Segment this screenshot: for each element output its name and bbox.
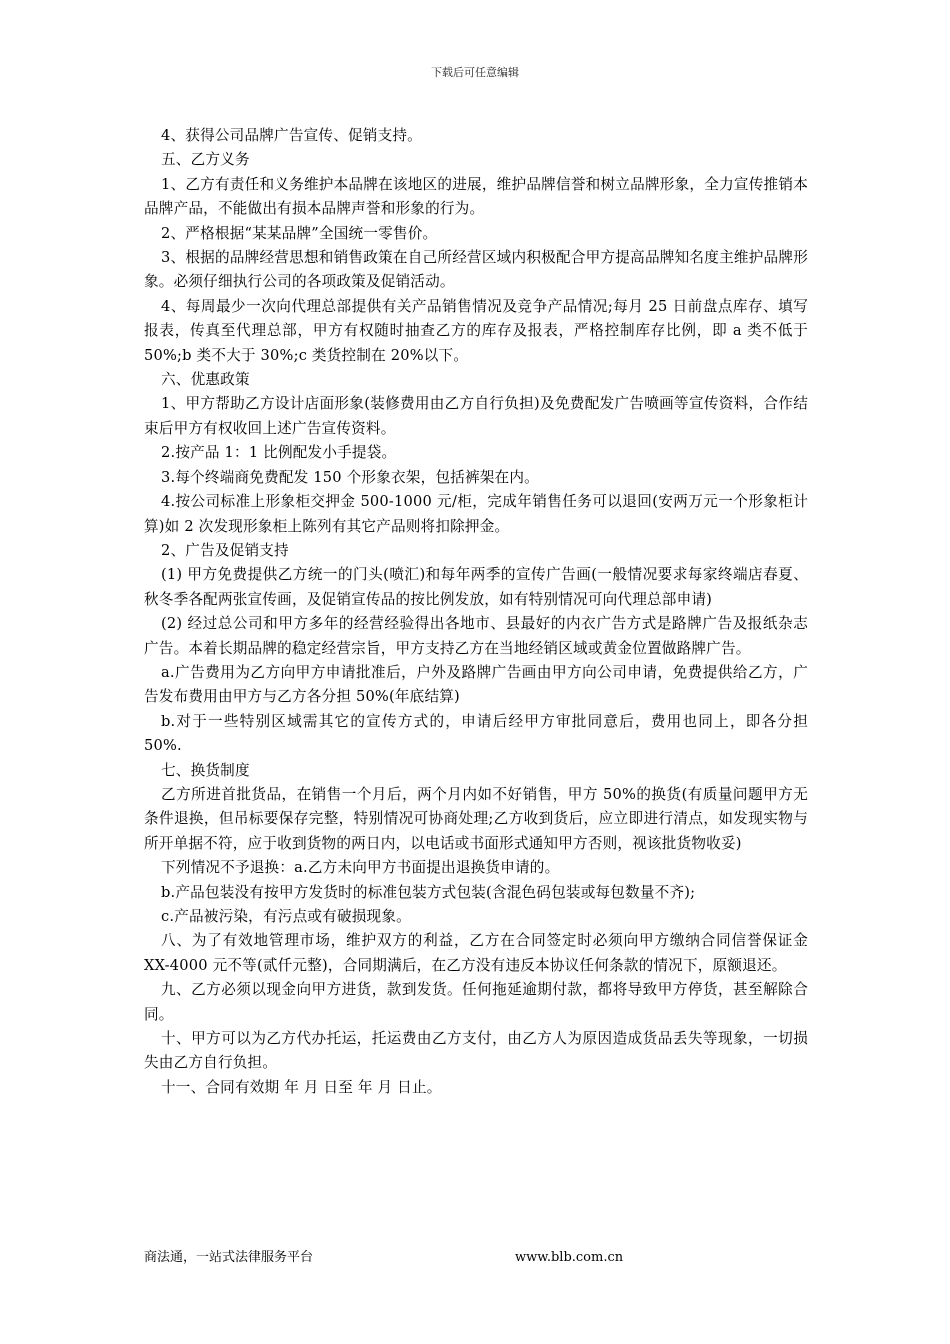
paragraph: 九、乙方必须以现金向甲方进货，款到发货。任何拖延逾期付款，都将导致甲方停货，甚至解除合同。 <box>144 981 808 1023</box>
paragraph: 2、严格根据“某某品牌”全国统一零售价。 <box>161 224 438 242</box>
paragraph: 4、获得公司品牌广告宣传、促销支持。 <box>161 127 422 144</box>
paragraph: 3、根据的品牌经营思想和销售政策在自己所经营区域内积极配合甲方提高品牌知名度主维护品牌形象。必须仔细执行公司的各项政策及促销活动。 <box>144 249 808 291</box>
contract-body <box>144 124 808 1100</box>
paragraph: 4.按公司标准上形象柜交押金 500-1000 元/柜，完成年销售任务可以退回(安两万元一个形象柜计算)如 2 次发现形象柜上陈列有其它产品则将扣除押金。 <box>144 493 808 535</box>
footer-website: www.blb.com.cn <box>515 1250 624 1265</box>
section-heading: 七、换货制度 <box>161 761 250 779</box>
section-heading: 2、广告及促销支持 <box>161 541 289 559</box>
page-footer <box>144 1249 624 1267</box>
paragraph: 十一、合同有效期 年 月 日至 年 月 日止。 <box>161 1078 442 1096</box>
header-note: 下载后可任意编辑 <box>431 66 519 79</box>
section-heading: 五、乙方义务 <box>161 151 250 169</box>
paragraph: (2) 经过总公司和甲方多年的经营经验得出各地市、县最好的内衣广告方式是路牌广告及报纸杂志广告。本着长期品牌的稳定经营宗旨，甲方支持乙方在当地经销区域或黄金位置做路牌广告。 <box>144 615 808 657</box>
paragraph: 十、甲方可以为乙方代办托运，托运费由乙方支付，由乙方人为原因造成货品丢失等现象，一切损失由乙方自行负担。 <box>144 1030 808 1072</box>
paragraph: (1) 甲方免费提供乙方统一的门头(喷汇)和每年两季的宣传广告画(一般情况要求每家终端店春夏、秋冬季各配两张宣传画，及促销宣传品的按比例发放，如有特别情况可向代理总部申请) <box>144 566 808 608</box>
footer-platform-name: 商法通，一站式法律服务平台 <box>144 1250 314 1265</box>
paragraph: 下列情况不予退换：a.乙方未向甲方书面提出退换货申请的。 <box>161 859 560 877</box>
paragraph: 1、甲方帮助乙方设计店面形象(装修费用由乙方自行负担)及免费配发广告喷画等宣传资料，合作结束后甲方有权收回上述广告宣传资料。 <box>144 395 808 437</box>
paragraph: 乙方所进首批货品，在销售一个月后，两个月内如不好销售，甲方 50%的换货(有质量问题甲方无条件退换，但吊标要保存完整，特别情况可协商处理;乙方收到货后，应立即进行清点，如发现实物与所开单据不符，应于收到货物的两日内，以电话或书面形式通知甲方否则，视该批货物收妥) <box>144 785 808 852</box>
paragraph: b.产品包装没有按甲方发货时的标准包装方式包装(含混色码包装或每包数量不齐); <box>161 883 696 901</box>
paragraph: 4、每周最少一次向代理总部提供有关产品销售情况及竞争产品情况;每月 25 日前盘点库存、填写报表，传真至代理总部，甲方有权随时抽查乙方的库存及报表，严格控制库存比例，即 a 类不低于 50%;b 类不大于 30%;c 类货控制在 20%以下。 <box>144 297 808 364</box>
paragraph: 1、乙方有责任和义务维护本品牌在该地区的进展，维护品牌信誉和树立品牌形象，全力宣传推销本品牌产品，不能做出有损本品牌声誉和形象的行为。 <box>144 175 808 218</box>
section-heading: 六、优惠政策 <box>161 371 250 389</box>
paragraph: 3.每个终端商免费配发 150 个形象衣架，包括裤架在内。 <box>161 468 539 486</box>
paragraph: c.产品被污染，有污点或有破损现象。 <box>161 908 411 925</box>
paragraph: b.对于一些特别区域需其它的宣传方式的，申请后经甲方审批同意后，费用也同上，即各分担 50%. <box>144 712 808 755</box>
paragraph: 2.按产品 1：1 比例配发小手提袋。 <box>161 444 397 462</box>
paragraph: 八、为了有效地管理市场，维护双方的利益，乙方在合同签定时必须向甲方缴纳合同信誉保证金 XX-4000 元不等(贰仟元整)，合同期满后，在乙方没有违反本协议任何条款的情况下，原额退还。 <box>144 932 808 974</box>
paragraph: a.广告费用为乙方向甲方申请批准后，户外及路牌广告画由甲方向公司申请，免费提供给乙方，广告发布费用由甲方与乙方各分担 50%(年底结算) <box>144 663 808 706</box>
